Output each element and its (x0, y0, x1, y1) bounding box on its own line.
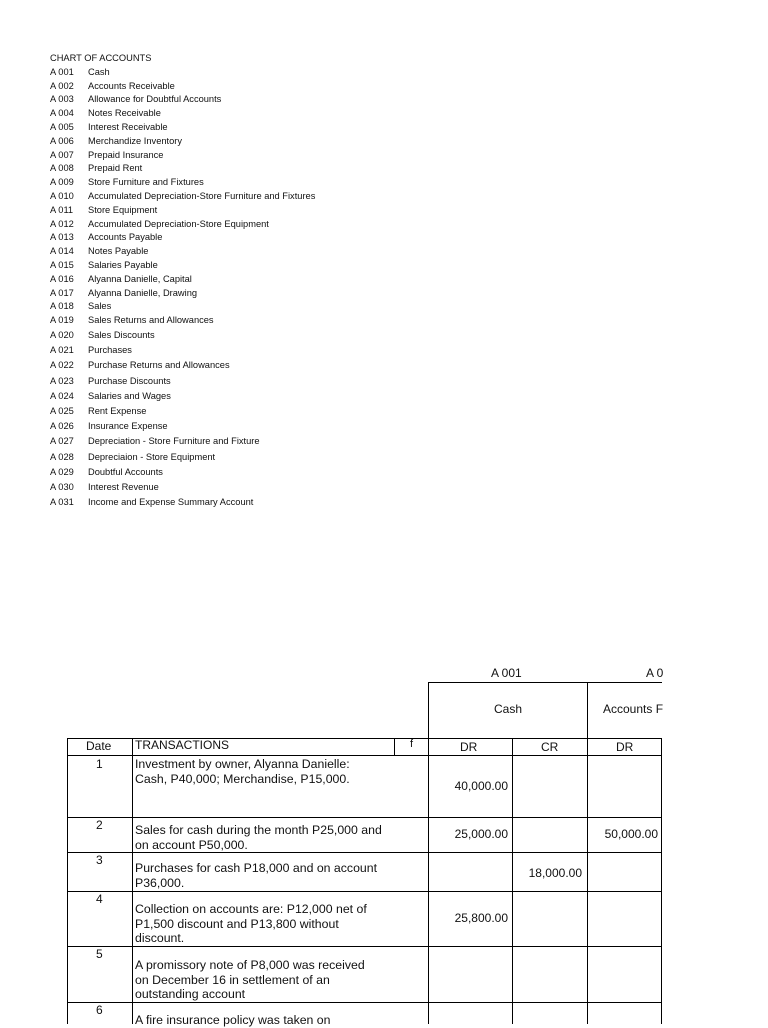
row-3-date: 3 (96, 853, 103, 867)
account-code: A 003 (50, 94, 74, 105)
account-name: Rent Expense (88, 405, 147, 416)
header-ar-dr: DR (616, 740, 634, 754)
account-name: Alyanna Danielle, Capital (88, 273, 192, 284)
account-code: A 002 (50, 80, 74, 91)
row-6-text: A fire insurance policy was taken on (135, 1013, 331, 1027)
account-name: Prepaid Insurance (88, 149, 164, 160)
account-code: A 012 (50, 218, 74, 229)
account-code: A 013 (50, 232, 74, 243)
account-name: Salaries Payable (88, 259, 158, 270)
account-code-next: A 0 (646, 666, 664, 680)
account-name: Sales Discounts (88, 329, 155, 340)
account-code: A 020 (50, 329, 74, 340)
account-code: A 017 (50, 287, 74, 298)
account-name: Doubtful Accounts (88, 466, 163, 477)
row-4-date: 4 (96, 892, 103, 906)
account-code: A 030 (50, 481, 74, 492)
header-cash-dr: DR (460, 740, 478, 754)
account-name: Prepaid Rent (88, 163, 143, 174)
row-2-ar-dr: 50,000.00 (604, 827, 658, 841)
account-name: Accumulated Depreciation-Store Equipment (88, 218, 269, 229)
row-1-cash-dr: 40,000.00 (454, 779, 508, 793)
account-code: A 004 (50, 108, 74, 119)
account-name: Purchase Returns and Allowances (88, 360, 230, 371)
account-code: A 022 (50, 360, 74, 371)
account-code: A 023 (50, 375, 74, 386)
row-4-text: Collection on accounts are: P12,000 net of P1,500 discount and P13,800 without discount. (135, 902, 367, 946)
header-ref: f (410, 738, 414, 750)
account-name: Depreciation - Store Furniture and Fixture (88, 436, 260, 447)
account-name: Sales Returns and Allowances (88, 315, 214, 326)
account-name: Accumulated Depreciation-Store Furniture and Fixtures (88, 190, 316, 201)
account-name-next: Accounts F (603, 702, 664, 716)
row-2-cash-dr: 25,000.00 (454, 827, 508, 841)
row-3-text: Purchases for cash P18,000 and on account P36,000. (135, 861, 377, 890)
chart-title: CHART OF ACCOUNTS (50, 53, 152, 63)
account-code: A 024 (50, 390, 74, 401)
account-code: A 016 (50, 273, 74, 284)
account-name: Merchandize Inventory (88, 135, 183, 146)
account-name: Notes Payable (88, 246, 149, 257)
row-5-text: A promissory note of P8,000 was received on December 16 in settlement of an outstanding account (135, 958, 365, 1002)
account-code: A 014 (50, 246, 74, 257)
header-transactions: TRANSACTIONS (135, 738, 230, 752)
account-code-cash: A 001 (491, 666, 522, 680)
account-code: A 025 (50, 405, 74, 416)
account-code: A 027 (50, 436, 74, 447)
account-name: Allowance for Doubtful Accounts (88, 94, 222, 105)
account-name: Purchases (88, 345, 132, 356)
account-name: Insurance Expense (88, 421, 168, 432)
row-3-cash-cr: 18,000.00 (528, 866, 582, 880)
account-name: Depreciaion - Store Equipment (88, 451, 216, 462)
row-1-date: 1 (96, 757, 103, 771)
account-name: Store Equipment (88, 204, 158, 215)
account-code: A 010 (50, 190, 74, 201)
account-code: A 021 (50, 345, 74, 356)
row-2-date: 2 (96, 818, 103, 832)
account-code: A 028 (50, 451, 74, 462)
account-code: A 009 (50, 177, 74, 188)
header-date: Date (86, 739, 112, 753)
account-code: A 026 (50, 421, 74, 432)
account-name: Accounts Payable (88, 232, 163, 243)
account-name: Accounts Receivable (88, 80, 175, 91)
account-name: Alyanna Danielle, Drawing (88, 287, 198, 298)
account-name: Interest Revenue (88, 481, 159, 492)
account-code: A 005 (50, 121, 74, 132)
account-name-cash: Cash (494, 702, 523, 716)
account-code: A 011 (50, 204, 74, 215)
account-name: Purchase Discounts (88, 375, 171, 386)
account-code: A 007 (50, 149, 74, 160)
account-code: A 008 (50, 163, 74, 174)
account-name: Interest Receivable (88, 121, 168, 132)
account-code: A 029 (50, 466, 74, 477)
account-code: A 018 (50, 301, 74, 312)
account-code: A 006 (50, 135, 74, 146)
account-code: A 015 (50, 259, 74, 270)
row-4-cash-dr: 25,800.00 (454, 911, 508, 925)
account-name: Store Furniture and Fixtures (88, 177, 204, 188)
account-name: Salaries and Wages (88, 390, 171, 401)
row-2-text: Sales for cash during the month P25,000 and on account P50,000. (135, 823, 382, 852)
account-code: A 019 (50, 315, 74, 326)
row-5-date: 5 (96, 947, 103, 961)
account-code: A 001 (50, 66, 74, 77)
account-code: A 031 (50, 497, 74, 508)
account-name: Notes Receivable (88, 108, 161, 119)
account-name: Sales (88, 301, 112, 312)
account-name: Cash (88, 66, 110, 77)
header-cash-cr: CR (541, 740, 559, 754)
row-1-text: Investment by owner, Alyanna Danielle: Cash, P40,000; Merchandise, P15,000. (135, 757, 350, 786)
account-name: Income and Expense Summary Account (88, 497, 254, 508)
row-6-date: 6 (96, 1003, 103, 1017)
